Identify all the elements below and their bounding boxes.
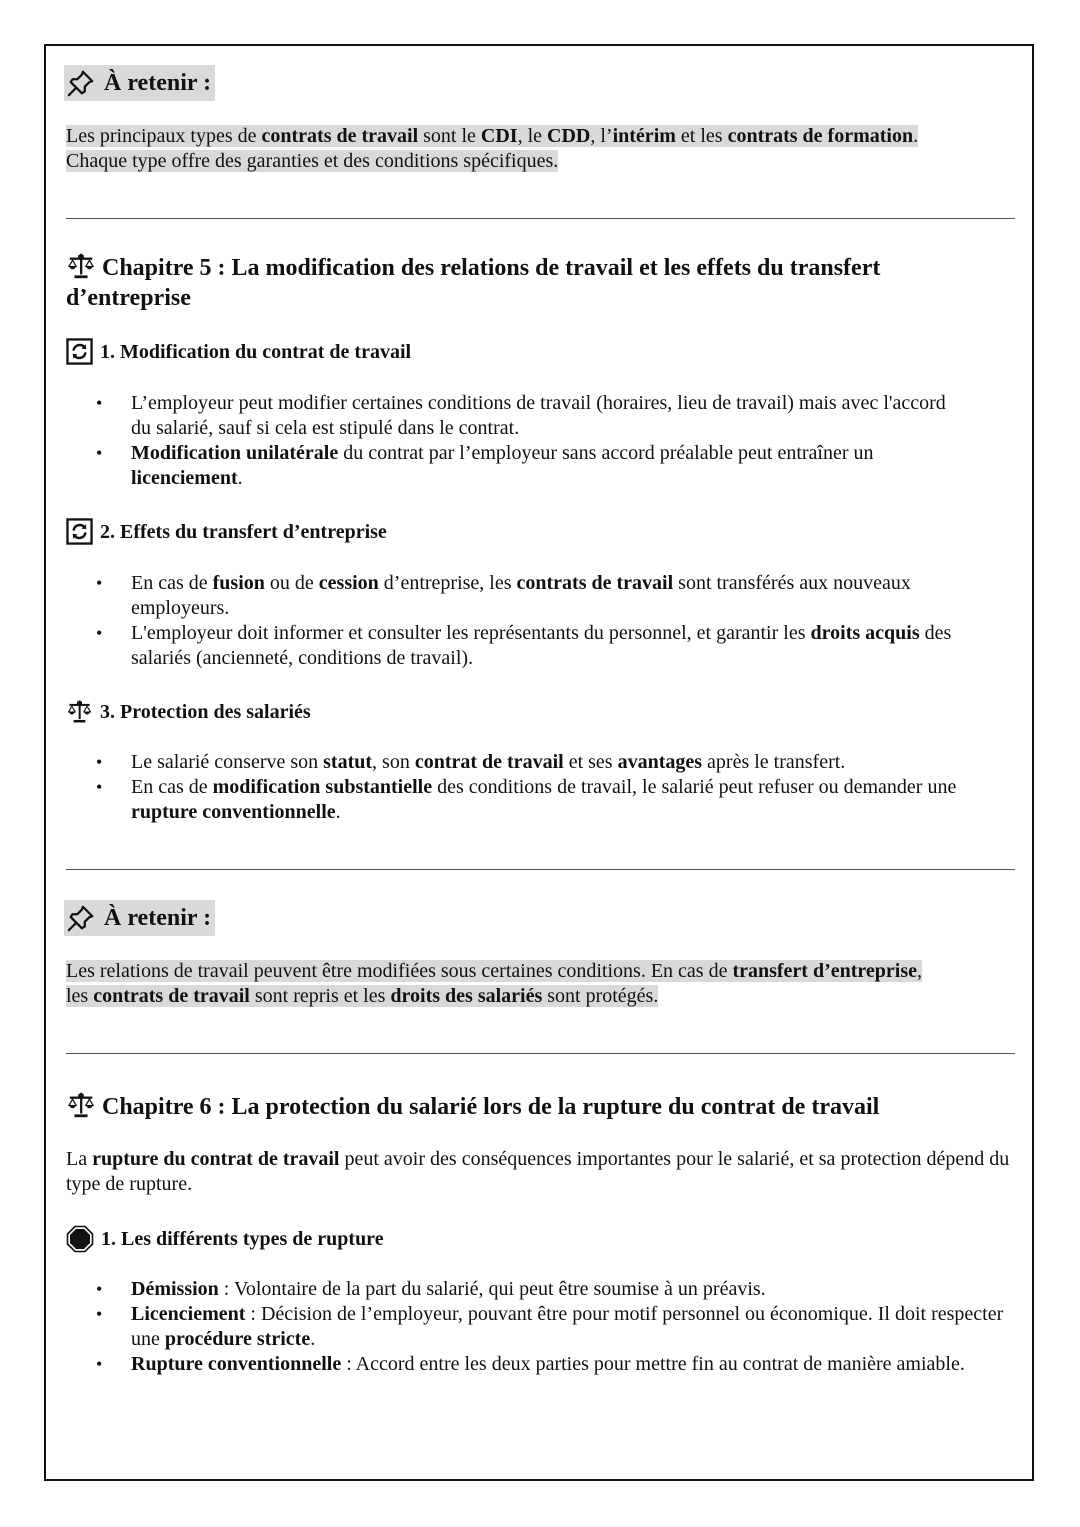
- bold-term: contrats de travail: [516, 572, 674, 594]
- bullet-list: [66, 391, 966, 491]
- text-run: sont repris et les: [249, 985, 391, 1007]
- text-line: [66, 150, 558, 172]
- section-title: 2. Effets du transfert d’entreprise: [100, 520, 387, 543]
- stop-octagon-icon: [66, 1225, 94, 1253]
- text-run: Les principaux types de: [66, 125, 262, 147]
- list-item: [66, 1302, 1011, 1352]
- text-run: , le: [517, 125, 548, 147]
- chapter-6-intro: [66, 1147, 1011, 1197]
- bold-term: intérim: [612, 125, 676, 147]
- retenir-title: À retenir :: [104, 905, 212, 931]
- text-run: .: [237, 467, 243, 489]
- retenir-heading: [64, 65, 215, 101]
- section-heading: [66, 1225, 384, 1253]
- text-run: sont le: [418, 125, 481, 147]
- retenir-title: À retenir :: [104, 70, 212, 96]
- bold-term: CDI: [480, 125, 518, 147]
- retenir-box-1: [64, 65, 215, 103]
- retenir-text-2: [66, 959, 1026, 1009]
- pushpin-icon: [66, 903, 96, 933]
- list-item: [66, 441, 966, 491]
- list-item: [66, 1352, 1011, 1377]
- text-run: L’employeur peut modifier certaines conditions de travail (horaires, lieu de travail) mais avec l'accord du salarié, sauf si cela est stipulé dans le contrat.: [131, 392, 946, 439]
- list-item: [66, 571, 1001, 621]
- bold-term: rupture du contrat de travail: [92, 1148, 340, 1170]
- text-run: ,: [917, 960, 923, 982]
- text-run: et ses: [563, 751, 618, 773]
- retenir-box-2: [64, 900, 215, 938]
- text-run: : Accord entre les deux parties pour mettre fin au contrat de manière amiable.: [341, 1353, 965, 1375]
- text-run: après le transfert.: [702, 751, 846, 773]
- section-heading: [66, 518, 387, 545]
- text-line: [66, 960, 922, 982]
- text-run: des salariés (ancienneté, conditions de travail).: [131, 622, 952, 669]
- section-heading: [66, 698, 311, 725]
- list-item: [66, 750, 1011, 775]
- text-run: Les relations de travail peuvent être modifiées sous certaines conditions. En cas de: [66, 960, 733, 982]
- list-item: [66, 1277, 1011, 1302]
- text-run: d’entreprise, les: [378, 572, 517, 594]
- text-run: .: [335, 801, 341, 823]
- section-heading: [66, 338, 411, 365]
- scales-icon: [66, 251, 96, 281]
- bold-term: contrats de formation: [727, 125, 914, 147]
- bold-term: avantages: [617, 751, 703, 773]
- refresh-icon: [66, 518, 93, 545]
- text-run: La: [66, 1148, 93, 1170]
- scales-icon: [66, 1090, 96, 1120]
- chapter-5-title-line1: Chapitre 5 : La modification des relations de travail et les effets du transfert: [102, 255, 881, 281]
- bold-term: procédure stricte: [164, 1328, 311, 1350]
- retenir-text-1: [66, 124, 1016, 174]
- section-title: 1. Les différents types de rupture: [101, 1228, 384, 1250]
- bold-term: contrats de travail: [93, 985, 250, 1007]
- text-run: peut avoir des conséquences importantes pour le salarié, et sa protection dépend du type de rupture.: [66, 1148, 1010, 1195]
- bold-term: rupture conventionnelle: [131, 801, 336, 823]
- bold-term: statut: [323, 751, 373, 773]
- bold-term: licenciement: [131, 467, 238, 489]
- text-run: En cas de: [131, 776, 213, 798]
- text-run: du contrat par l’employeur sans accord préalable peut entraîner un: [338, 442, 874, 464]
- text-run: : Décision de l’employeur, pouvant être pour motif personnel ou économique. Il doit respecter une: [131, 1303, 1004, 1350]
- text-run: L'employeur doit informer et consulter les représentants du personnel, et garantir les: [131, 622, 811, 644]
- text-run: des conditions de travail, le salarié peut refuser ou demander une: [432, 776, 957, 798]
- horizontal-rule: [66, 1053, 1015, 1054]
- bold-term: Rupture conventionnelle: [131, 1353, 342, 1375]
- section-title: 1. Modification du contrat de travail: [100, 340, 412, 363]
- horizontal-rule: [66, 218, 1015, 219]
- text-run: Chaque type offre des garanties et des conditions spécifiques.: [66, 150, 559, 172]
- horizontal-rule: [66, 869, 1015, 870]
- text-run: , son: [372, 751, 415, 773]
- chapter-6-heading: [66, 1093, 1016, 1123]
- bold-term: droits acquis: [810, 622, 920, 644]
- text-run: .: [310, 1328, 316, 1350]
- bold-term: modification substantielle: [212, 776, 433, 798]
- list-item: [66, 621, 1001, 671]
- bold-term: fusion: [212, 572, 265, 594]
- bold-term: contrat de travail: [414, 751, 564, 773]
- text-line: [66, 125, 918, 147]
- text-run: et les: [675, 125, 728, 147]
- bullet-list: [66, 571, 1001, 671]
- text-run: sont transférés aux nouveaux employeurs.: [131, 572, 911, 619]
- text-run: ou de: [264, 572, 319, 594]
- bullet-list: [66, 750, 1011, 825]
- bold-term: contrats de travail: [261, 125, 419, 147]
- text-line: [66, 985, 658, 1007]
- bold-term: Démission: [131, 1278, 219, 1300]
- chapter-6-title: Chapitre 6 : La protection du salarié lors de la rupture du contrat de travail: [102, 1094, 880, 1120]
- bullet-list: [66, 1277, 1011, 1377]
- text-run: , l’: [590, 125, 613, 147]
- text-run: sont protégés.: [542, 985, 659, 1007]
- list-item: [66, 775, 1011, 825]
- bold-term: cession: [318, 572, 379, 594]
- bold-term: Licenciement: [131, 1303, 246, 1325]
- section-title: 3. Protection des salariés: [100, 700, 311, 723]
- text-run: Le salarié conserve son: [131, 751, 324, 773]
- refresh-icon: [66, 338, 93, 365]
- bold-term: CDD: [547, 125, 591, 147]
- pushpin-icon: [66, 68, 96, 98]
- scales-icon: [66, 698, 93, 725]
- chapter-5-title-line2: d’entreprise: [66, 285, 191, 312]
- text-run: : Volontaire de la part du salarié, qui peut être soumise à un préavis.: [218, 1278, 766, 1300]
- bold-term: droits des salariés: [390, 985, 543, 1007]
- text-run: .: [913, 125, 919, 147]
- retenir-heading: [64, 900, 215, 936]
- bold-term: Modification unilatérale: [131, 442, 339, 464]
- bold-term: transfert d’entreprise: [732, 960, 918, 982]
- chapter-5-heading: [66, 254, 1016, 313]
- text-run: les: [66, 985, 94, 1007]
- list-item: [66, 391, 966, 441]
- text-run: En cas de: [131, 572, 213, 594]
